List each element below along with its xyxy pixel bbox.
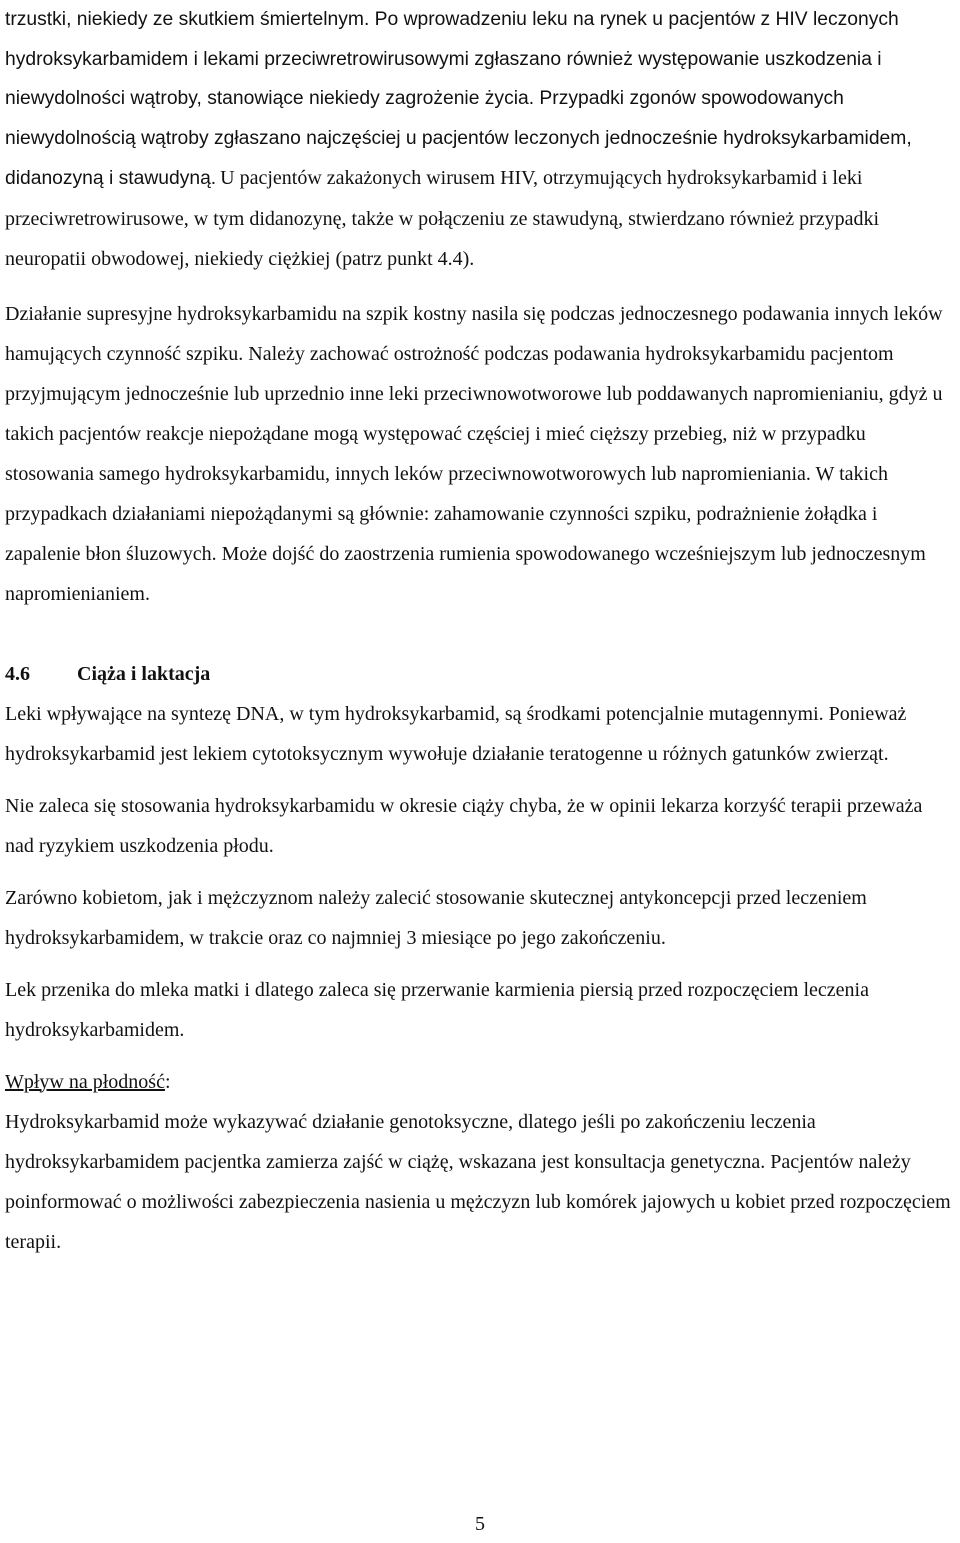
paragraph-myelosuppression: Działanie supresyjne hydroksykarbamidu na szpik kostny nasila się podczas jednoczesnego podawania innych leków hamujących czynność szpiku. Należy zachować ostrożność podczas podawania hydroksykarbamidu pacjentom przyjmującym jednocześnie lub uprzednio inne leki przeciwnowotworowe lub poddawanych napromienianiu, gdyż u takich pacjentów reakcje niepożądane mogą występować częściej i mieć cięższy przebieg, niż w przypadku stosowania samego hydroksykarbamidu, innych leków przeciwnowotworowych lub napromieniania. W takich przypadkach działaniami niepożądanymi są głównie: zahamowanie czynności szpiku, podrażnienie żołądka i zapalenie błon śluzowych. Może dojść do zaostrzenia rumienia spowodowanego wcześniejszym lub jednoczesnym napromienianiem. bbox=[5, 302, 943, 605]
document-page bbox=[5, 0, 955, 1262]
section-heading-4-6 bbox=[5, 654, 955, 694]
paragraph-sans-part: trzustki, niekiedy ze skutkiem śmiertelnym. Po wprowadzeniu leku na rynek u pacjentów z HIV leczonych hydroksykarbamidem i lekami przeciwretrowirusowymi zgłaszano również występowanie uszkodzenia i niewydolności wątroby, stanowiące niekiedy zagrożenie życia. Przypadki zgonów spowodowanych niewydolnością wątroby zgłaszano najczęściej u pacjentów leczonych jednocześnie hydroksykarbamidem, didanozyną i stawudyną. bbox=[5, 9, 912, 189]
section-number: 4.6 bbox=[5, 662, 30, 685]
fertility-heading-text: Wpływ na płodność bbox=[5, 1070, 165, 1093]
paragraph-mutagenic: Leki wpływające na syntezę DNA, w tym hydroksykarbamid, są środkami potencjalnie mutagennymi. Ponieważ hydroksykarbamid jest lekiem cytotoksycznym wywołuje działanie teratogenne u różnych gatunków zwierząt. bbox=[5, 702, 907, 765]
paragraph-lactation: Lek przenika do mleka matki i dlatego zaleca się przerwanie karmienia piersią przed rozpoczęciem leczenia hydroksykarbamidem. bbox=[5, 978, 869, 1041]
paragraph-contraception: Zarówno kobietom, jak i mężczyznom należy zalecić stosowanie skutecznej antykoncepcji przed leczeniem hydroksykarbamidem, w trakcie oraz co najmniej 3 miesiące po jego zakończeniu. bbox=[5, 886, 867, 949]
page-number: 5 bbox=[475, 1513, 485, 1535]
paragraph-fertility: Hydroksykarbamid może wykazywać działanie genotoksyczne, dlatego jeśli po zakończeniu leczenia hydroksykarbamidem pacjentka zamierza zajść w ciążę, wskazana jest konsultacja genetyczna. Pacjentów należy poinformować o możliwości zabezpieczenia nasienia u mężczyzn lub komórek jajowych u kobiet przed rozpoczęciem terapii. bbox=[5, 1110, 951, 1253]
fertility-heading bbox=[5, 1062, 955, 1102]
paragraph-serif-part: U pacjentów zakażonych wirusem HIV, otrzymujących hydroksykarbamid i leki przeciwretrowirusowe, w tym didanozynę, także w połączeniu ze stawudyną, stwierdzano również przypadki neuropatii obwodowej, niekiedy ciężkiej (patrz punkt 4.4). bbox=[5, 167, 880, 270]
section-title: Ciąża i laktacja bbox=[77, 662, 211, 685]
paragraph-pregnancy-contraindication: Nie zaleca się stosowania hydroksykarbamidu w okresie ciąży chyba, że w opinii lekarza korzyść terapii przeważa nad ryzykiem uszkodzenia płodu. bbox=[5, 794, 923, 857]
paragraph-interactions-hiv bbox=[5, 0, 955, 279]
fertility-heading-colon: : bbox=[164, 1070, 171, 1093]
